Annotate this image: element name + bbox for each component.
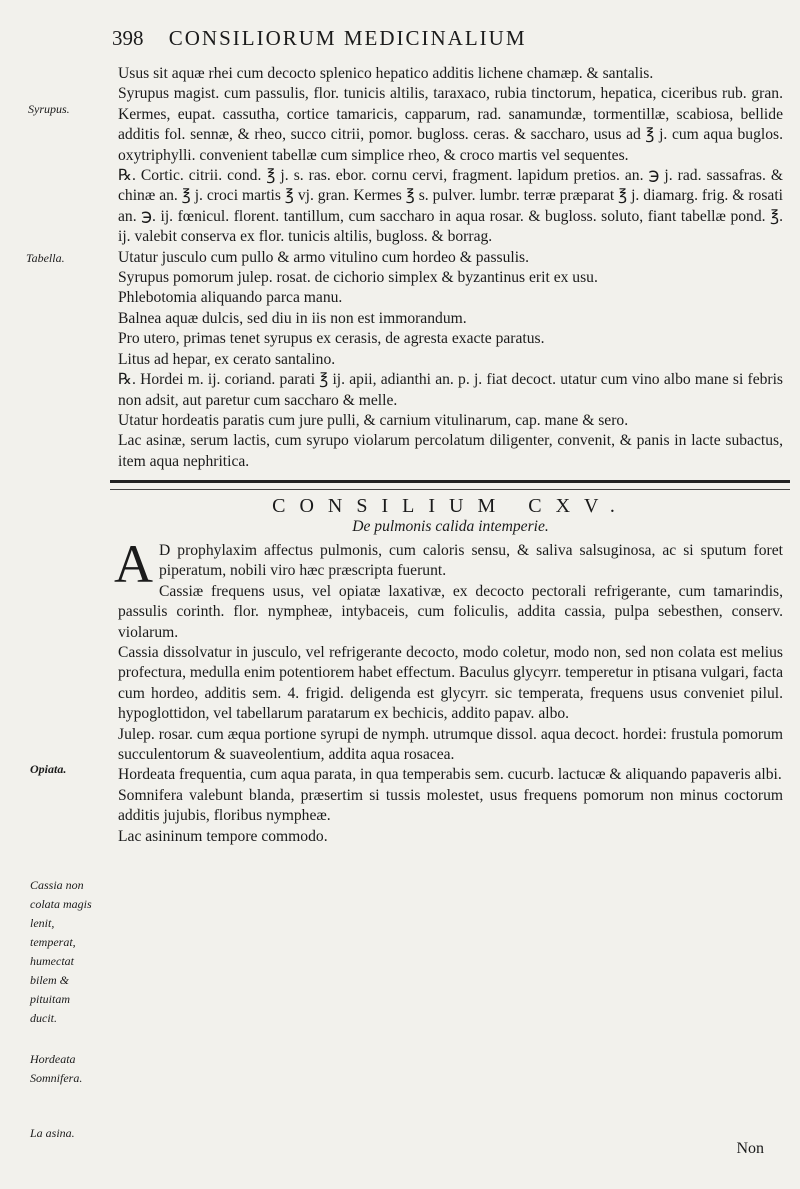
section-divider [110,480,790,490]
section-subtitle: De pulmonis calida intemperie. [352,517,549,535]
paragraph: ℞. Cortic. citrii. cond. ℥ j. s. ras. ebor. cornu cervi, fragment. lapidum pretios. an. ℈ j. rad. sassafras. & chinæ an. ℥ j. croci martis ℥ vj. gran. Kermes ℥ s. pulver. lumbr. terræ præparat ℥ j. diamarg. frig. & rosati an. ℈. ij. fœnicul. florent. tantillum, cum saccharo in aqua rosar. & bugloss. soluto, fiant tabellæ pond. ℥. ij. valebit conserva ex flor. tunicis altilis, bugloss. & borrag. [118,167,783,246]
page-header [112,26,782,51]
paragraph: Utatur jusculo cum pullo & armo vitulino cum hordeo & passulis. [118,248,530,266]
paragraph: Phlebotomia aliquando parca manu. [118,289,343,307]
first-paragraph-text: D prophylaxim affectus pulmonis, cum caloris sensu, & saliva salsuginosa, ac si sputum foret piperatum, nobili viro hæc præscripta fuerunt. [159,541,783,580]
margin-note-opiata: Opiata. [30,762,67,776]
page-number: 398 [112,26,144,50]
paragraph: Syrupus magist. cum passulis, flor. tunicis altilis, taraxaco, rubia tinctorum, hepatica, ciceribus rub. gran. Kermes, eupat. cassutha, cortice tamaricis, capparum, rad. sanamundæ, tormentillæ, scabiosa, bellide additis fol. sennæ, & rheo, succo citrii, pomor. bugloss. ceras. & saccharo, usus ad ℥ j. cum aqua buglos. oxytriphylli. convenient tabellæ cum simplice rheo, & croco martis vel sequentes. [118,85,783,164]
paragraph: Lac asinæ, serum lactis, cum syrupo violarum percolatum diligenter, convenit, & panis in lacte subactus, item aqua nephritica. [118,432,783,470]
running-title: CONSILIORUM MEDICINALIUM [168,26,527,50]
paragraph: Litus ad hepar, ex cerato santalino. [118,350,336,368]
margin-note-hordeata: Hordeata Somnifera. [30,1052,83,1085]
first-paragraph [114,533,783,594]
margin-note-cassia: Cassia non colata magis lenit, temperat, humectat bilem & pituitam ducit. [30,878,92,1025]
paragraph: Hordeata frequentia, cum aqua parata, in qua temperabis sem. cucurb. lactucæ & aliquando papaveris albi. [118,766,782,784]
paragraph: Cassiæ frequens usus, vel opiatæ laxativæ, ex decocto pectorali refrigerante, cum tamarindis, passulis corinth. flor. nympheæ, intybaceis, cum foliculis, addita cassia, pulpa sebesthen, conserv. violarum. [118,582,783,641]
section-title: CONSILIUM CXV. [272,495,629,518]
paragraph: Balnea aquæ dulcis, sed diu in iis non est immorandum. [118,309,467,327]
margin-note-tabella: Tabella. [26,251,65,265]
paragraph: Pro utero, primas tenet syrupus ex cerasis, de agresta exacte paratus. [118,330,545,348]
catchword: Non [736,1140,764,1157]
drop-cap: A [114,533,153,594]
paragraph: Somnifera valebunt blanda, præsertim si tussis molestet, usus frequens pomorum non minus coctorum additis jujubis, floribus nympheæ. [118,786,783,825]
paragraph: Cassia dissolvatur in jusculo, vel refrigerante decocto, modo coletur, modo non, sed non colata est melius profectura, medulla enim potentiorem habet effectum. Baculus glycyrr. temperetur in ptisana vulgari, facta cum hordeo, additis sem. 4. frigid. deligenda est glycyrr. sic temperata, frequens usus conveniet pilul. hypoglottidon, vel tabellarum paratarum ex bechicis, addito papav. albo. [118,643,783,723]
main-text [114,64,783,847]
paragraph: Julep. rosar. cum æqua portione syrupi de nymph. utrumque dissol. aqua decoct. hordei: frustula pomorum succulentorum & suaveolentium, addita aqua rosacea. [118,725,783,763]
paragraph: Syrupus pomorum julep. rosat. de cichorio simplex & byzantinus erit ex usu. [118,269,598,287]
paragraph: Usus sit aquæ rhei cum decocto splenico hepatico additis lichene chamæp. & santalis. [118,65,654,82]
margin-note-syrupus: Syrupus. [28,102,70,116]
paragraph: ℞. Hordei m. ij. coriand. parati ℥ ij. apii, adianthi an. p. j. fiat decoct. utatur cum vino albo mane si febris non adsit, aut paretur cum saccharo & melle. [118,371,783,409]
paragraph: Lac asininum tempore commodo. [118,827,328,845]
margin-note-la-asina: La asina. [30,1126,75,1140]
paragraph: Utatur hordeatis paratis cum jure pulli, & carnium vitulinarum, cap. mane & sero. [118,411,629,429]
